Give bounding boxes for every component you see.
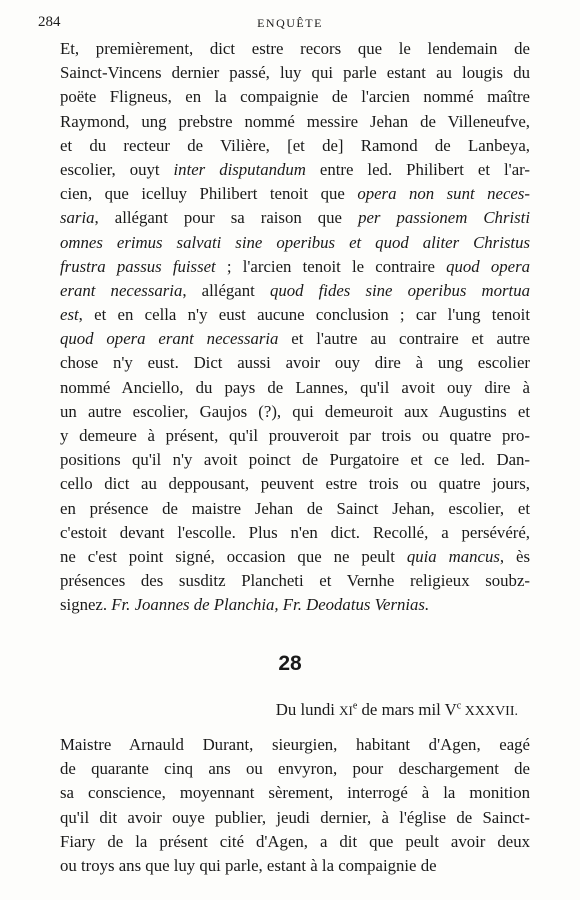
latin-phrase: inter disputandum [173,159,306,179]
text-run: chose n'y eust. Dict aussi avoir ouy dire à ung escolier [60,353,530,373]
latin-phrase: quod opera erant necessaria [60,329,279,349]
text-line [60,472,530,496]
text-line [60,85,530,109]
text-run: escolier, ouyt [60,159,174,179]
text-run: et du recteur de Vilière, [et de] Ramond de Lanbeya, [60,135,530,155]
text-line [60,806,530,830]
text-line [60,231,530,255]
latin-phrase: quia mancus [406,546,500,566]
text-run: entre led. Philibert et l'ar- [305,159,530,179]
text-line [60,545,530,569]
date-sup2: c [456,700,462,712]
text-run: signez. [60,595,112,615]
latin-phrase: quod fides sine operibus mortua [269,280,530,300]
latin-phrase: erant necessaria [60,280,183,300]
latin-phrase: per passionem Christi [358,208,530,228]
text-run: ; l'arcien tenoit le contraire [215,256,447,276]
text-line [60,327,530,351]
text-run: Et, premièrement, dict estre recors que le lendemain de [60,39,530,58]
date-line [276,700,518,720]
paragraph-deposition [60,37,530,618]
text-line [60,158,530,182]
text-run: Maistre Arnauld Durant, sieurgien, habitant d'Agen, eagé [60,735,530,754]
text-line [60,279,530,303]
text-line [60,448,530,472]
paragraph-next-deposition [60,733,530,878]
text-run: y demeure à présent, qu'il prouveroit par trois ou quatre pro- [60,426,530,445]
latin-phrase: saria [60,208,95,228]
text-line [60,400,530,424]
latin-phrase: omnes erimus salvati sine operibus et quod aliter Christus [60,232,530,252]
date-ordinal: XI [339,703,353,718]
text-run: , allégant pour sa raison que [94,208,359,228]
text-run: poëte Fligneus, en la compaignie de l'arcien nommé maître [60,87,530,107]
page-number: 284 [38,14,61,30]
text-run: en présence de maistre Jehan de Sainct Jehan, escolier, et [60,498,530,518]
text-run: ou troys ans que luy qui parle, estant à la compaignie de [60,855,437,875]
text-line [60,521,530,545]
text-line [60,781,530,805]
text-run: , allégant [182,280,270,300]
text-line [60,376,530,400]
text-run: et l'autre au contraire et autre [278,329,530,349]
text-run: de quarante cinq ans ou envyron, pour deschargement de [60,759,530,779]
text-line [60,733,530,757]
text-run: sa conscience, moyennant sèrement, interrogé à la monition [60,783,530,803]
text-line [60,303,530,327]
text-line [60,593,530,617]
latin-phrase: quod opera [446,256,530,276]
text-run: cien, que icelluy Philibert tenoit que [60,184,358,204]
text-line [60,134,530,158]
text-run: ne c'est point signé, occasion que ne peult [60,546,407,566]
latin-phrase: est [60,305,79,325]
text-run: qu'il dit avoir ouye publier, jeudi dernier, à l'église de Sainct- [60,807,530,827]
text-run: c'estoit devant l'escolle. Plus n'en dict. Recollé, a persévéré, [60,522,530,542]
section-number: 28 [278,652,302,675]
text-run: Sainct-Vincens dernier passé, luy qui parle estant au lougis du [60,63,530,83]
text-line [60,255,530,279]
text-line [60,37,530,61]
text-line [60,569,530,593]
date-year: XXXVII. [461,704,518,719]
text-line [60,424,530,448]
text-line [60,351,530,375]
text-line [60,206,530,230]
text-run: positions qu'il n'y avoit poinct de Purgatoire et ce led. Dan- [60,450,530,470]
text-run: présences des susditz Plancheti et Vernhe religieux soubz- [60,571,530,591]
latin-phrase: opera non sunt neces- [357,184,530,204]
text-line [60,497,530,521]
latin-phrase: frustra passus fuisset [60,256,216,276]
latin-phrase: Fr. Joannes de Planchia, Fr. Deodatus Vernias. [111,595,430,615]
text-run: , ès [499,546,530,566]
text-run: un autre escolier, Gaujos (?), qui demeuroit aux Augustins et [60,401,530,421]
text-line [60,182,530,206]
text-run: , et en cella n'y eust aucune conclusion ; car l'ung tenoit [78,305,530,325]
text-line [60,854,530,878]
text-line [60,110,530,134]
date-text-mid: de mars mil V [357,700,457,719]
text-run: cello dict au deppousant, peuvent estre trois ou quatre jours, [60,474,530,494]
text-line [60,830,530,854]
text-run: Raymond, ung prebstre nommé messire Jehan de Villeneufve, [60,111,530,131]
date-ordinal-sup: e [352,700,358,712]
running-title: ENQUÊTE [257,16,323,30]
text-run: Fiary de la présent cité d'Agen, a dit que peult avoir deux [60,831,530,851]
text-line [60,757,530,781]
running-head [0,14,580,34]
text-line [60,61,530,85]
text-run: nommé Anciello, du pays de Lannes, qu'il avoit ouy dire à [60,377,530,397]
date-text-before: Du lundi [275,700,340,719]
